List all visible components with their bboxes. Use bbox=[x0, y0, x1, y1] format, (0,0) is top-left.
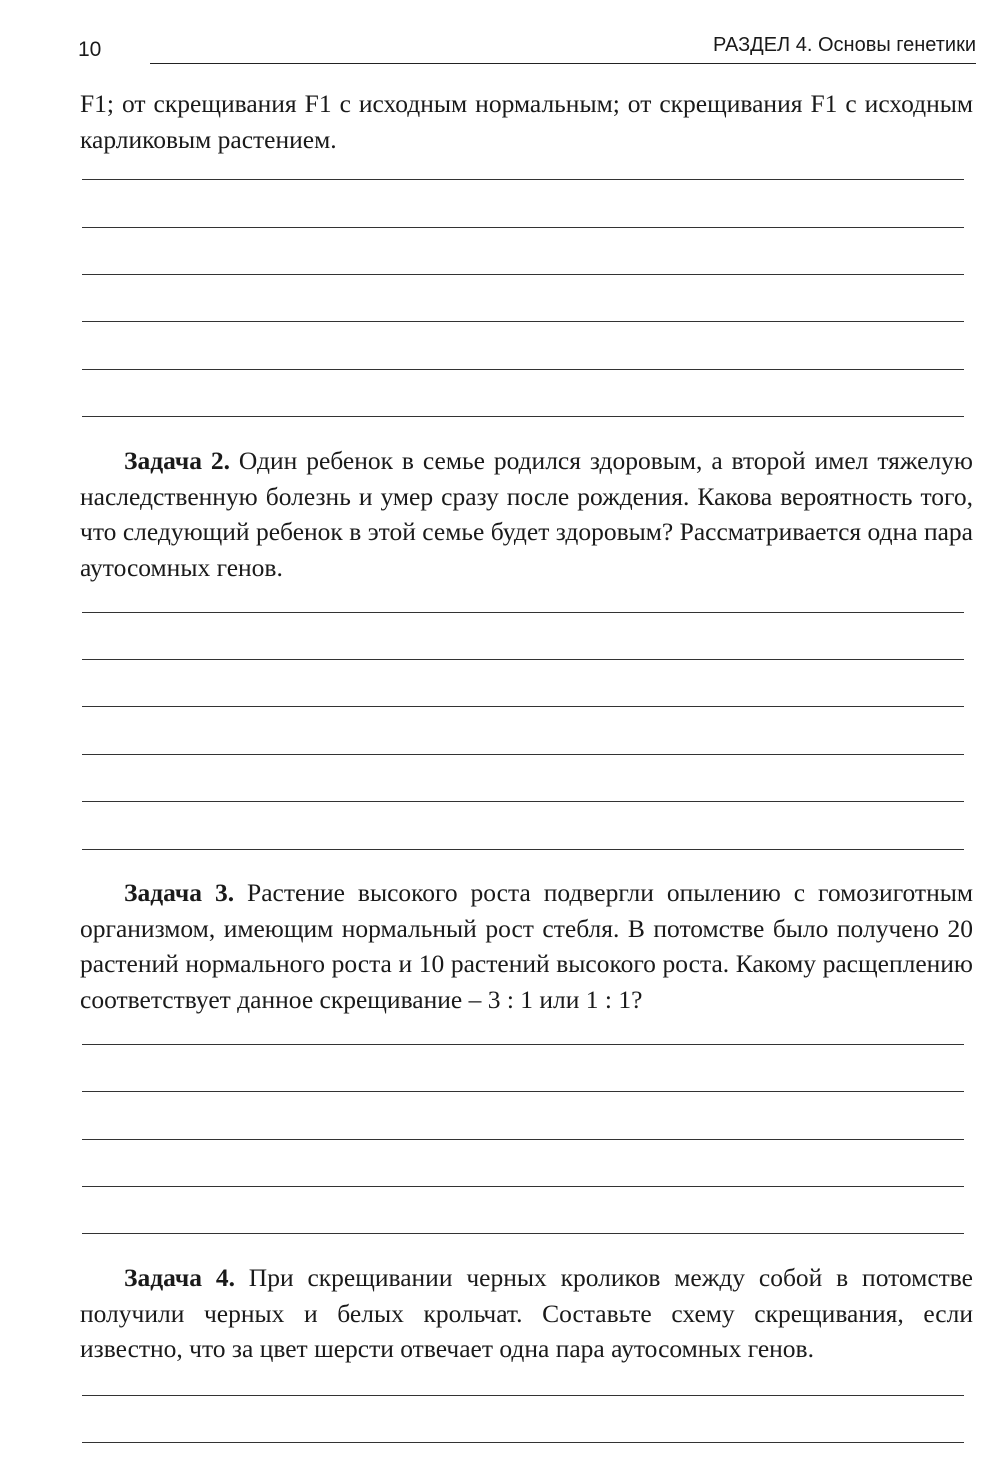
section-title: РАЗДЕЛ 4. Основы генетики bbox=[712, 34, 976, 56]
page-header bbox=[78, 34, 976, 70]
answer-line[interactable] bbox=[82, 659, 964, 660]
answer-line[interactable] bbox=[82, 1139, 964, 1140]
answer-line[interactable] bbox=[82, 754, 964, 755]
answer-line[interactable] bbox=[82, 849, 964, 850]
answer-line[interactable] bbox=[82, 1044, 964, 1045]
header-rule bbox=[150, 63, 976, 64]
answer-line[interactable] bbox=[82, 274, 964, 275]
answer-line[interactable] bbox=[82, 801, 964, 802]
task-2-text: Один ребенок в семье родился здоровым, а второй имел тяжелую наследственную болезнь и умер сразу после рождения. Какова вероятность того, что следующий ребенок в этой семье будет здоровым? Рассматривается одна пара аутосомных генов. bbox=[80, 446, 973, 582]
task-2-paragraph bbox=[80, 443, 973, 585]
answer-line[interactable] bbox=[82, 1442, 964, 1443]
answer-line[interactable] bbox=[82, 369, 964, 370]
intro-paragraph: F1; от скрещивания F1 с исходным нормальным; от скрещивания F1 с исходным карликовым растением. bbox=[80, 89, 973, 154]
task-4-paragraph bbox=[80, 1260, 973, 1367]
task-3-text: Растение высокого роста подвергли опылению с гомозиготным организмом, имеющим нормальный рост стебля. В потомстве было получено 20 растений нормального роста и 10 растений высокого роста. Какому расщеплению соответствует данное скрещивание – 3 : 1 или 1 : 1? bbox=[80, 878, 973, 1014]
answer-line[interactable] bbox=[82, 179, 964, 180]
task-3-label: Задача 3. bbox=[124, 878, 235, 907]
task-4-text: При скрещивании черных кроликов между собой в потомстве получили черных и белых крольчат. Составьте схему скрещивания, если известно, что за цвет шерсти отвечает одна пара аутосомных генов. bbox=[80, 1263, 973, 1363]
task-3-paragraph bbox=[80, 875, 973, 1017]
answer-line[interactable] bbox=[82, 1233, 964, 1234]
answer-line[interactable] bbox=[82, 416, 964, 417]
task-4-label: Задача 4. bbox=[124, 1263, 235, 1292]
answer-line[interactable] bbox=[82, 321, 964, 322]
answer-line[interactable] bbox=[82, 1091, 964, 1092]
answer-line[interactable] bbox=[82, 1395, 964, 1396]
answer-line[interactable] bbox=[82, 1186, 964, 1187]
answer-line[interactable] bbox=[82, 227, 964, 228]
answer-line[interactable] bbox=[82, 706, 964, 707]
task-2-label: Задача 2. bbox=[124, 446, 231, 475]
page-number: 10 bbox=[78, 38, 102, 61]
answer-line[interactable] bbox=[82, 612, 964, 613]
